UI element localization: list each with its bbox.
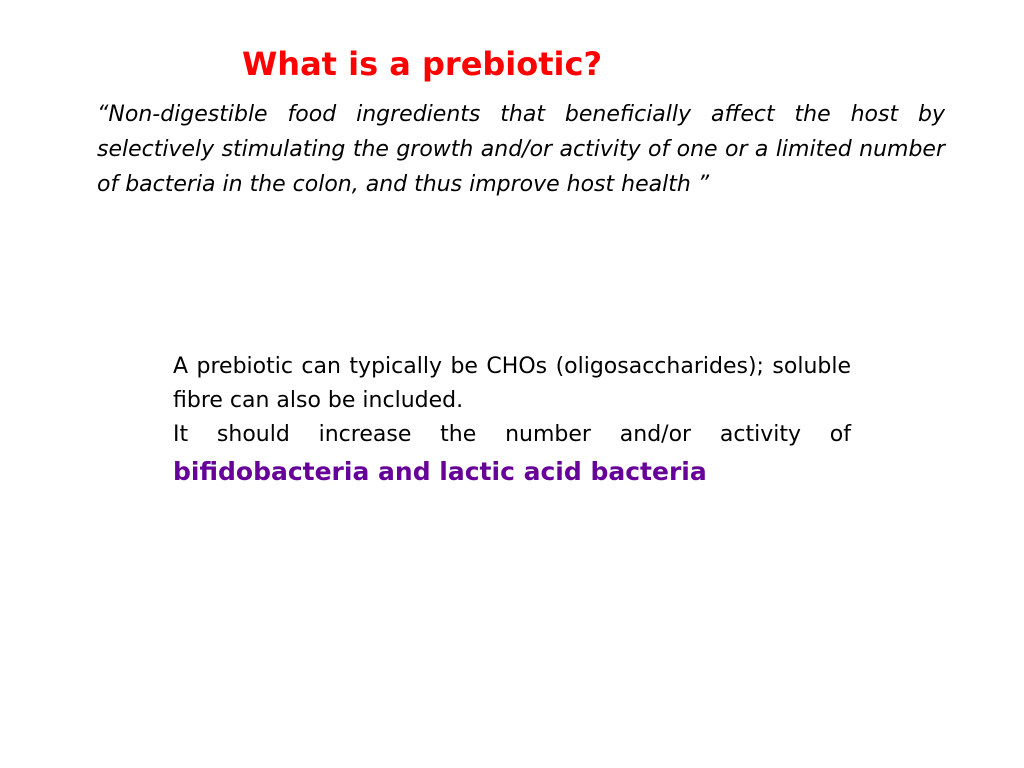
prebiotic-effect-text: It should increase the number and/or activity of [173,422,851,447]
prebiotic-definition-quote: “Non-digestible food ingredients that beneficially affect the host by selectively stimulating the growth and/or activity of one or a limited number of bacteria in the colon, and thus improve host health ” [97,102,945,197]
body-text [173,350,851,490]
bacteria-highlight-text: bifidobacteria and lactic acid bacteria [173,457,707,486]
slide-title: What is a prebiotic? [242,45,603,83]
prebiotic-composition-text: A prebiotic can typically be CHOs (oligosaccharides); soluble fibre can also be included. [173,354,851,413]
